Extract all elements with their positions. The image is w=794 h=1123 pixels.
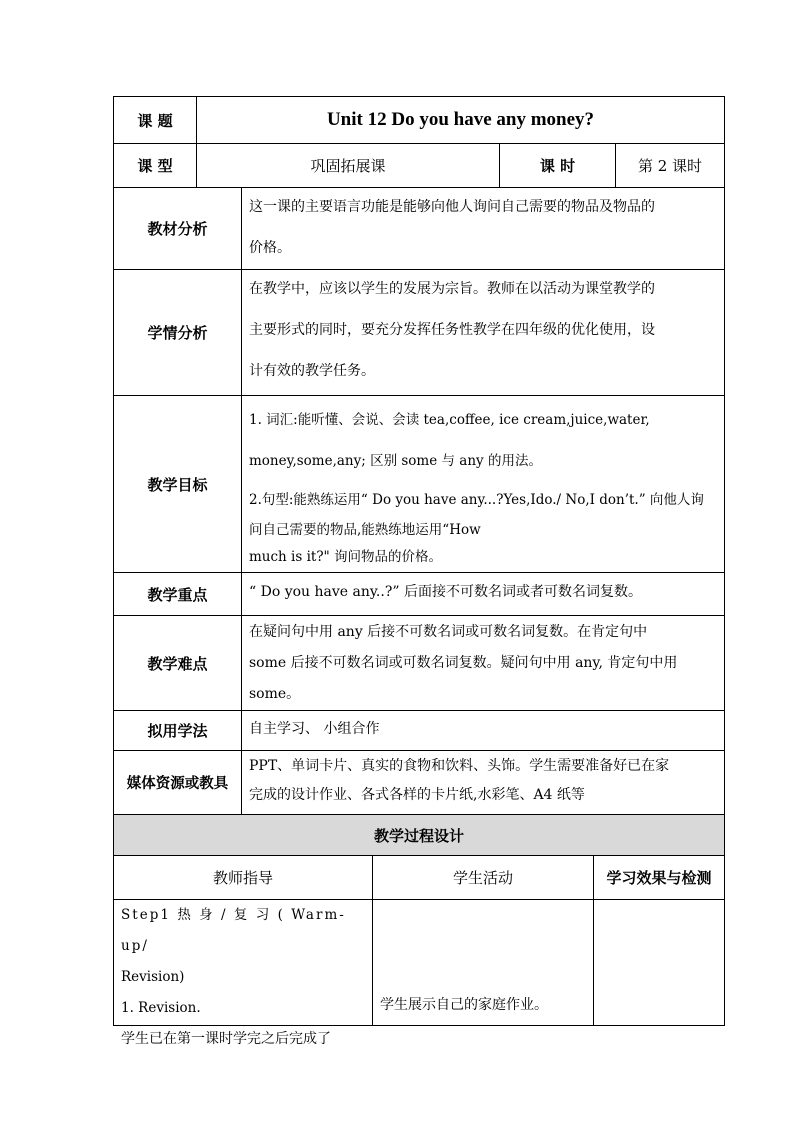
- step1-teacher-line: 学生已在第一课时学完之后完成了: [121, 1031, 331, 1047]
- period-value: 第 2 课时: [637, 157, 703, 175]
- step1-student-content: [373, 900, 594, 1025]
- media-row: [114, 751, 724, 815]
- objectives-label: 教学目标: [114, 396, 242, 572]
- type-row: [114, 144, 724, 188]
- step1-teacher-line: Revision): [121, 969, 185, 985]
- step1-teacher-content: [114, 900, 373, 1047]
- process-columns-row: [114, 856, 724, 900]
- material-content: [242, 188, 724, 269]
- objectives-line: much is it?" 询问物品的价格。: [249, 549, 443, 565]
- period-label: 课 时: [500, 144, 616, 187]
- learners-row: [114, 270, 724, 396]
- key-points-content: [242, 573, 724, 615]
- learners-line: 计有效的教学任务。: [249, 363, 375, 379]
- difficulties-line: some 后接不可数名词或可数名词复数。疑问句中用 any, 肯定句中用: [249, 655, 678, 671]
- methods-label: 拟用学法: [114, 711, 242, 750]
- type-label: 课 型: [114, 144, 197, 187]
- media-line: PPT、单词卡片、真实的食物和饮料、头饰。学生需要准备好已在家: [249, 758, 670, 774]
- step1-student-text: 学生展示自己的家庭作业。: [380, 997, 548, 1013]
- material-label: 教材分析: [114, 188, 242, 269]
- methods-row: [114, 711, 724, 751]
- lesson-plan-page: [113, 96, 725, 1047]
- difficulties-label: 教学难点: [114, 616, 242, 710]
- objectives-line: money,some,any; 区别 some 与 any 的用法。: [249, 453, 542, 469]
- process-heading: 教学过程设计: [373, 826, 464, 845]
- methods-line: 自主学习、 小组合作: [249, 721, 380, 737]
- media-line: 完成的设计作业、各式各样的卡片纸,水彩笔、A4 纸等: [249, 787, 585, 803]
- difficulties-row: [114, 616, 724, 711]
- media-label: 媒体资源或教具: [114, 751, 242, 814]
- step1-row: [114, 900, 724, 1047]
- learners-line: 主要形式的同时，要充分发挥任务性教学在四年级的优化使用，设: [249, 322, 655, 338]
- lesson-title: Unit 12 Do you have any money?: [326, 109, 595, 130]
- key-points-row: [114, 573, 724, 616]
- col-learning-effect: 学习效果与检测: [606, 869, 712, 887]
- key-points-line: “ Do you have any..?” 后面接不可数名词或者可数名词复数。: [249, 584, 642, 600]
- type-value: 巩固拓展课: [197, 144, 500, 187]
- difficulties-line: 在疑问句中用 any 后接不可数名词或可数名词复数。在肯定句中: [249, 624, 648, 640]
- step1-teacher-line: Step1 热 身 / 复 习 ( Warm-up/: [121, 907, 346, 954]
- step1-teacher-line: 1. Revision.: [121, 1000, 201, 1016]
- material-line: 价格。: [249, 240, 291, 256]
- difficulties-content: [242, 616, 724, 710]
- topic-label: 课 题: [114, 97, 197, 143]
- material-row: [114, 188, 724, 270]
- objectives-line: 问自己需要的物品,能熟练地运用“How: [249, 522, 481, 538]
- step1-effect-content: [594, 900, 724, 1025]
- lesson-plan-table: [113, 96, 725, 1047]
- topic-row: [114, 97, 724, 144]
- objectives-line: 1. 词汇:能听懂、会说、会读 tea,coffee, ice cream,juice,water,: [249, 412, 650, 428]
- material-line: 这一课的主要语言功能是能够向他人询问自己需要的物品及物品的: [249, 199, 655, 215]
- learners-label: 学情分析: [114, 270, 242, 395]
- process-heading-row: [114, 815, 724, 856]
- key-points-label: 教学重点: [114, 573, 242, 615]
- learners-content: [242, 270, 724, 395]
- objectives-row: [114, 396, 724, 573]
- learners-line: 在教学中，应该以学生的发展为宗旨。教师在以活动为课堂教学的: [249, 281, 655, 297]
- objectives-content: [242, 396, 724, 572]
- difficulties-line: some。: [249, 686, 301, 702]
- objectives-line: 2.句型:能熟练运用“ Do you have any...?Yes,Ido./ No,I don’t.” 向他人询: [249, 492, 704, 508]
- methods-content: [242, 711, 724, 750]
- col-student-activity: 学生活动: [373, 856, 594, 899]
- col-teacher-guidance: 教师指导: [114, 856, 373, 899]
- media-content: [242, 751, 724, 814]
